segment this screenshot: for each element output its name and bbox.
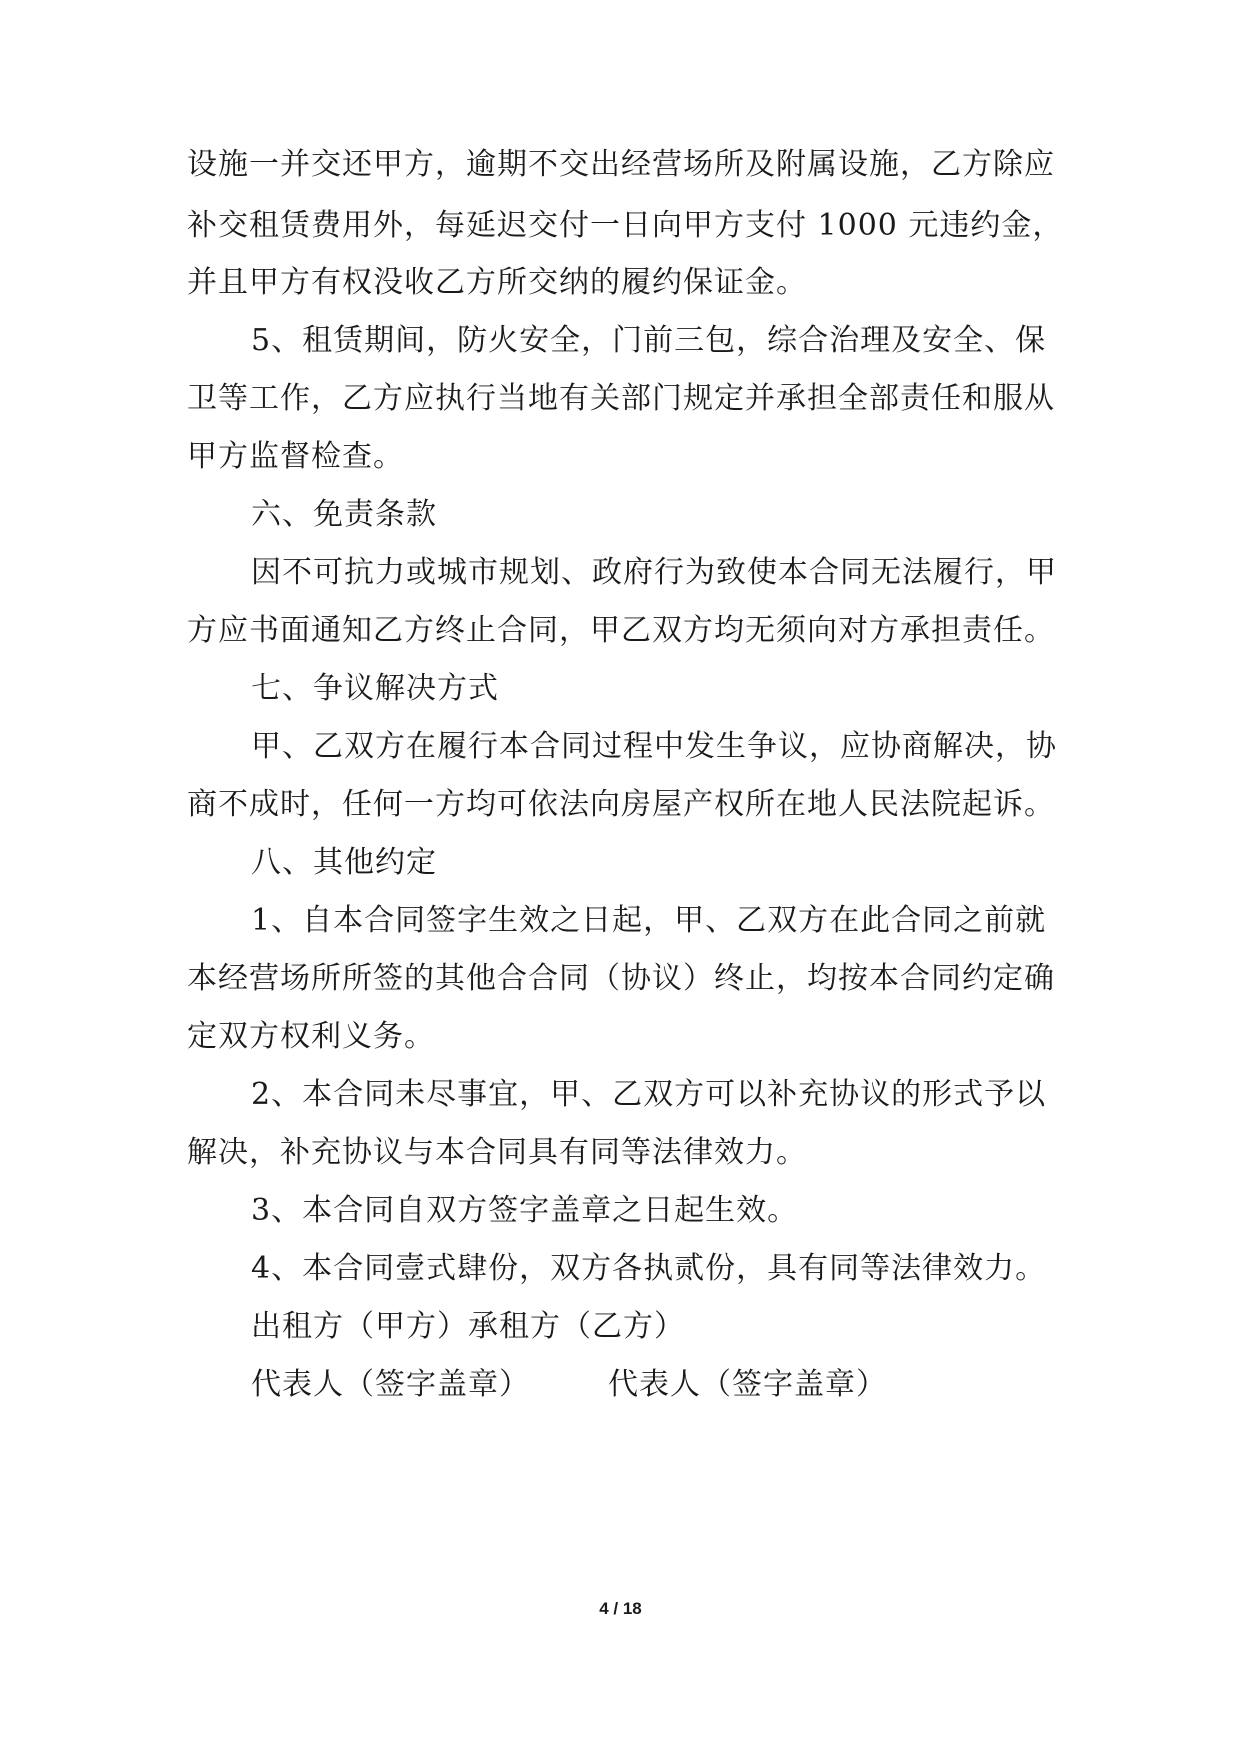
body-text-line: 3、本合同自双方签字盖章之日起生效。 [251, 1193, 799, 1228]
body-text-line: 并且甲方有权没收乙方所交纳的履约保证金。 [187, 265, 807, 300]
signature-representatives-line: 代表人（签字盖章） 代表人（签字盖章） [251, 1367, 887, 1402]
body-text-line: 方应书面通知乙方终止合同，甲乙双方均无须向对方承担责任。 [187, 613, 1055, 648]
section-heading: 六、免责条款 [251, 497, 437, 532]
body-text-line: 卫等工作，乙方应执行当地有关部门规定并承担全部责任和服从 [187, 381, 1055, 416]
body-text-line: 4、本合同壹式肆份，双方各执贰份，具有同等法律效力。 [251, 1251, 1047, 1286]
body-text-line: 定双方权利义务。 [187, 1019, 435, 1054]
body-text-line: 1、自本合同签字生效之日起，甲、乙双方在此合同之前就 [251, 903, 1047, 938]
body-text-line: 商不成时，任何一方均可依法向房屋产权所在地人民法院起诉。 [187, 787, 1055, 822]
body-text-line: 设施一并交还甲方，逾期不交出经营场所及附属设施，乙方除应 [187, 147, 1055, 182]
body-text-line: 因不可抗力或城市规划、政府行为致使本合同无法履行，甲 [251, 555, 1057, 590]
body-text-line: 5、租赁期间，防火安全，门前三包，综合治理及安全、保 [251, 323, 1047, 358]
section-heading: 七、争议解决方式 [251, 671, 499, 706]
body-text-line: 补交租赁费用外，每延迟交付一日向甲方支付 1000 元违约金， [187, 208, 1064, 243]
section-heading: 八、其他约定 [251, 845, 437, 880]
body-text-line: 2、本合同未尽事宜，甲、乙双方可以补充协议的形式予以 [251, 1077, 1047, 1112]
body-text-line: 解决，补充协议与本合同具有同等法律效力。 [187, 1135, 807, 1170]
page-number: 4 / 18 [599, 1599, 642, 1618]
body-text-line: 甲方监督检查。 [187, 439, 404, 474]
body-text-line: 本经营场所所签的其他合合同（协议）终止，均按本合同约定确 [187, 961, 1055, 996]
signature-parties-line: 出租方（甲方）承租方（乙方） [251, 1309, 685, 1344]
body-text-line: 甲、乙双方在履行本合同过程中发生争议，应协商解决，协 [251, 729, 1057, 764]
